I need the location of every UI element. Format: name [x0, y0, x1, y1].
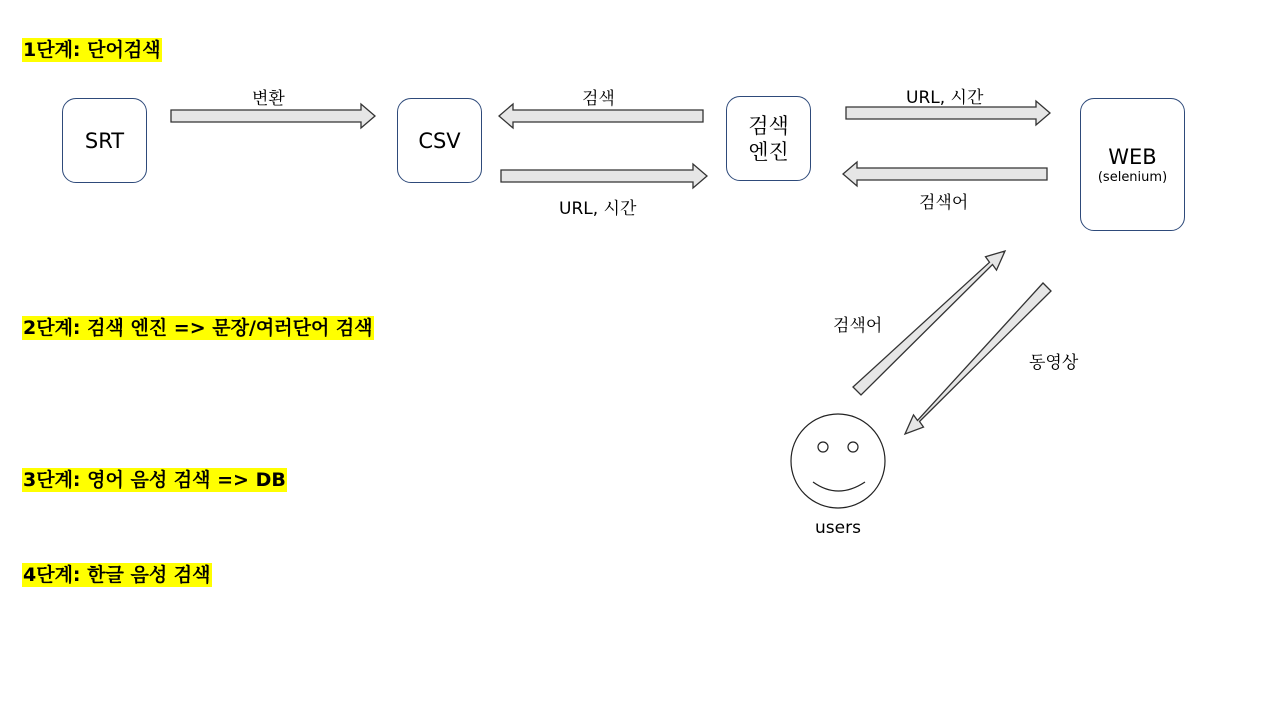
users-label: users [815, 518, 861, 538]
arrow-web-to-engine [843, 162, 1047, 186]
srt-node-title: SRT [84, 128, 125, 153]
arrow-csv-to-engine [501, 164, 707, 188]
web-node-subtitle: (selenium) [1097, 169, 1168, 185]
web-node-title: WEB [1108, 144, 1157, 169]
stage-2-label: 2단계: 검색 엔진 => 문장/여러단어 검색 [23, 317, 373, 339]
arrow-engine-to-web-label: URL, 시간 [906, 88, 984, 108]
arrow-users-to-web-label: 검색어 [833, 316, 883, 336]
csv-node-title: CSV [418, 128, 461, 153]
users-face-icon [791, 414, 885, 508]
arrow-engine-to-csv-label: 검색 [582, 89, 615, 109]
arrow-srt-to-csv-label: 변환 [252, 89, 285, 109]
stage-4-label: 4단계: 한글 음성 검색 [23, 564, 211, 586]
arrow-web-to-engine-label: 검색어 [919, 193, 969, 213]
search-engine-node [726, 96, 811, 181]
csv-node [397, 98, 482, 183]
arrow-csv-to-engine-label: URL, 시간 [559, 199, 637, 219]
stage-3-label: 3단계: 영어 음성 검색 => DB [23, 469, 286, 491]
srt-node [62, 98, 147, 183]
arrow-web-to-users-label: 동영상 [1029, 353, 1079, 373]
stage-1-label: 1단계: 단어검색 [23, 39, 161, 61]
search-engine-title-line2: 엔진 [748, 139, 789, 164]
web-node [1080, 98, 1185, 231]
search-engine-title-line1: 검색 [748, 113, 789, 138]
